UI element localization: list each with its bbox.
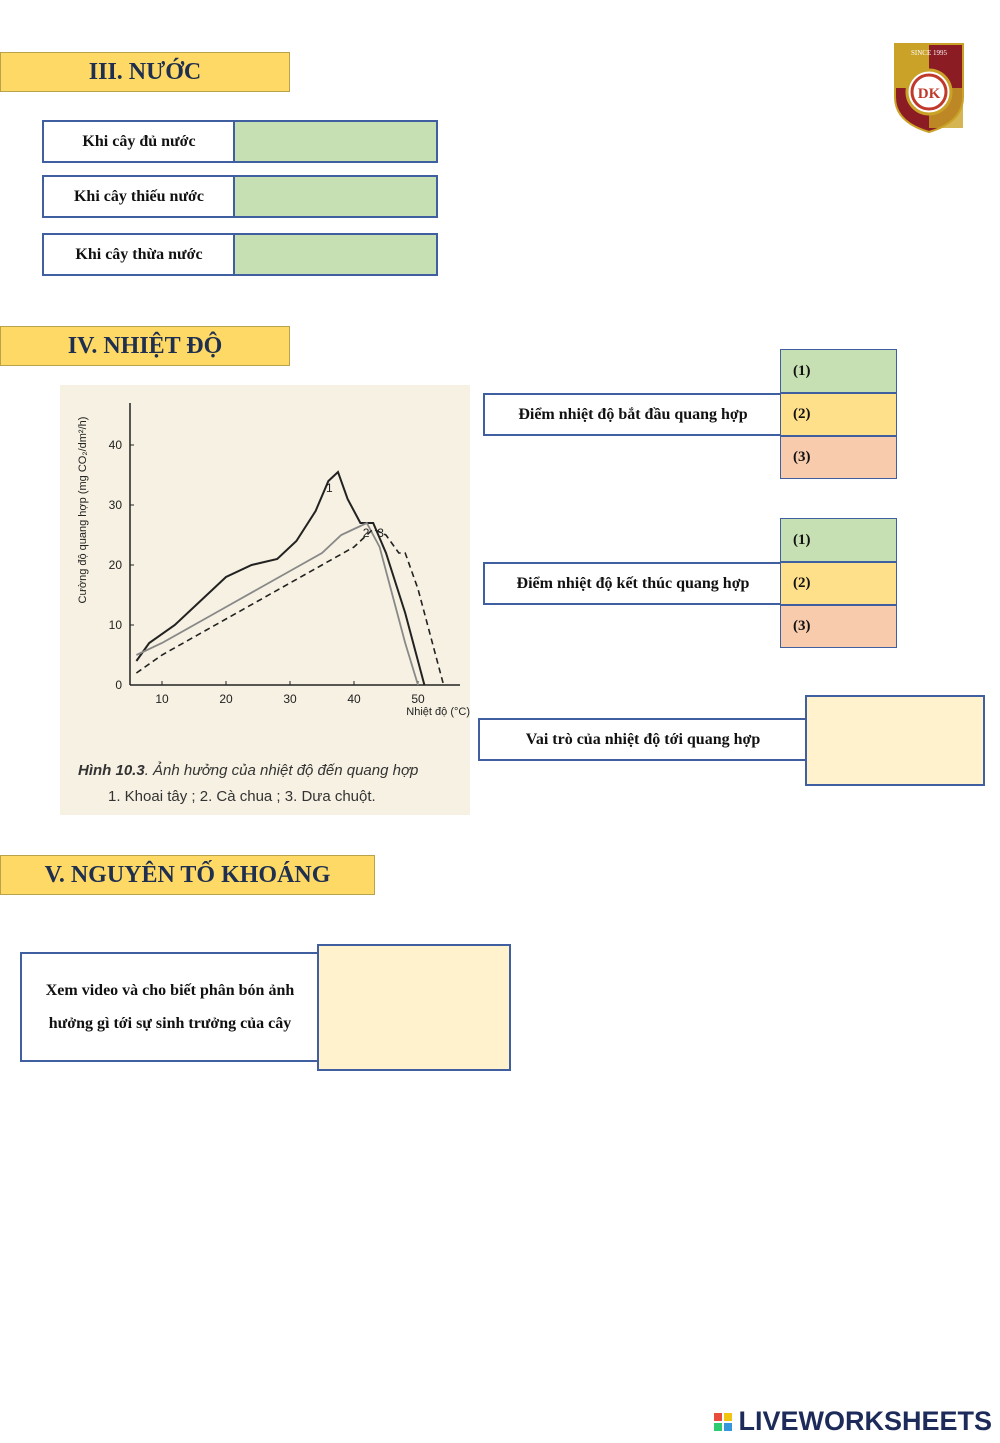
answer-excess-water[interactable] — [233, 233, 438, 276]
x-tick-label: 50 — [411, 692, 425, 706]
section-3-title: III. NƯỚC — [0, 52, 290, 92]
answer-temp-role[interactable] — [805, 695, 985, 786]
y-tick-label: 20 — [108, 558, 122, 572]
end-temp-slot-1[interactable]: (1) — [780, 518, 897, 562]
brand-text: LIVEWORKSHEETS — [738, 1406, 992, 1436]
row-excess-water-label: Khi cây thừa nước — [42, 233, 234, 276]
liveworksheets-brand — [714, 1406, 992, 1437]
series-label-2: 2 — [362, 526, 370, 540]
figure-caption — [78, 762, 418, 779]
answer-lack-water[interactable] — [233, 175, 438, 218]
series-line-3 — [136, 529, 443, 685]
y-tick-label: 0 — [115, 678, 122, 692]
answer-enough-water[interactable] — [233, 120, 438, 163]
logo-since: SINCE 1995 — [911, 49, 947, 57]
end-temp-slot-2[interactable]: (2) — [780, 562, 897, 605]
logo-letters: DK — [917, 86, 941, 102]
x-tick-label: 30 — [283, 692, 297, 706]
figure-caption-text: . Ảnh hưởng của nhiệt độ đến quang hợp — [144, 762, 419, 779]
start-temp-slot-1[interactable]: (1) — [780, 349, 897, 393]
fertilizer-question — [20, 952, 318, 1062]
series-line-1 — [136, 472, 424, 685]
x-tick-label: 40 — [347, 692, 361, 706]
end-temp-label: Điểm nhiệt độ kết thúc quang hợp — [483, 562, 781, 605]
y-tick-label: 30 — [108, 498, 122, 512]
y-axis-label: Cường độ quang hợp (mg CO₂/dm²/h) — [77, 416, 89, 604]
section-4-title: IV. NHIỆT ĐỘ — [0, 326, 290, 366]
x-axis-label: Nhiệt độ (°C) — [406, 706, 470, 718]
temperature-chart — [60, 385, 470, 755]
series-label-1: 1 — [326, 481, 333, 495]
series-line-2 — [136, 523, 418, 685]
start-temp-label: Điểm nhiệt độ bắt đầu quang hợp — [483, 393, 781, 436]
brand-icon — [714, 1413, 732, 1431]
section-5-title: V. NGUYÊN TỐ KHOÁNG — [0, 855, 375, 895]
series-label-3: 3 — [377, 526, 384, 540]
temperature-figure — [60, 385, 470, 815]
answer-fertilizer[interactable] — [317, 944, 511, 1071]
start-temp-slot-3[interactable]: (3) — [780, 436, 897, 479]
start-temp-slot-2[interactable]: (2) — [780, 393, 897, 436]
y-tick-label: 40 — [108, 438, 122, 452]
school-logo — [893, 42, 965, 134]
x-tick-label: 10 — [155, 692, 169, 706]
figure-legend: 1. Khoai tây ; 2. Cà chua ; 3. Dưa chuột. — [108, 788, 376, 805]
row-enough-water-label: Khi cây đủ nước — [42, 120, 234, 163]
end-temp-slot-3[interactable]: (3) — [780, 605, 897, 648]
temp-role-label: Vai trò của nhiệt độ tới quang hợp — [478, 718, 806, 761]
figure-caption-number: Hình 10.3 — [78, 762, 145, 779]
row-lack-water-label: Khi cây thiếu nước — [42, 175, 234, 218]
x-tick-label: 20 — [219, 692, 233, 706]
fertilizer-question-text: Xem video và cho biết phân bón ảnh hưởng gì tới sự sinh trưởng của cây — [45, 982, 295, 1032]
y-tick-label: 10 — [108, 618, 122, 632]
